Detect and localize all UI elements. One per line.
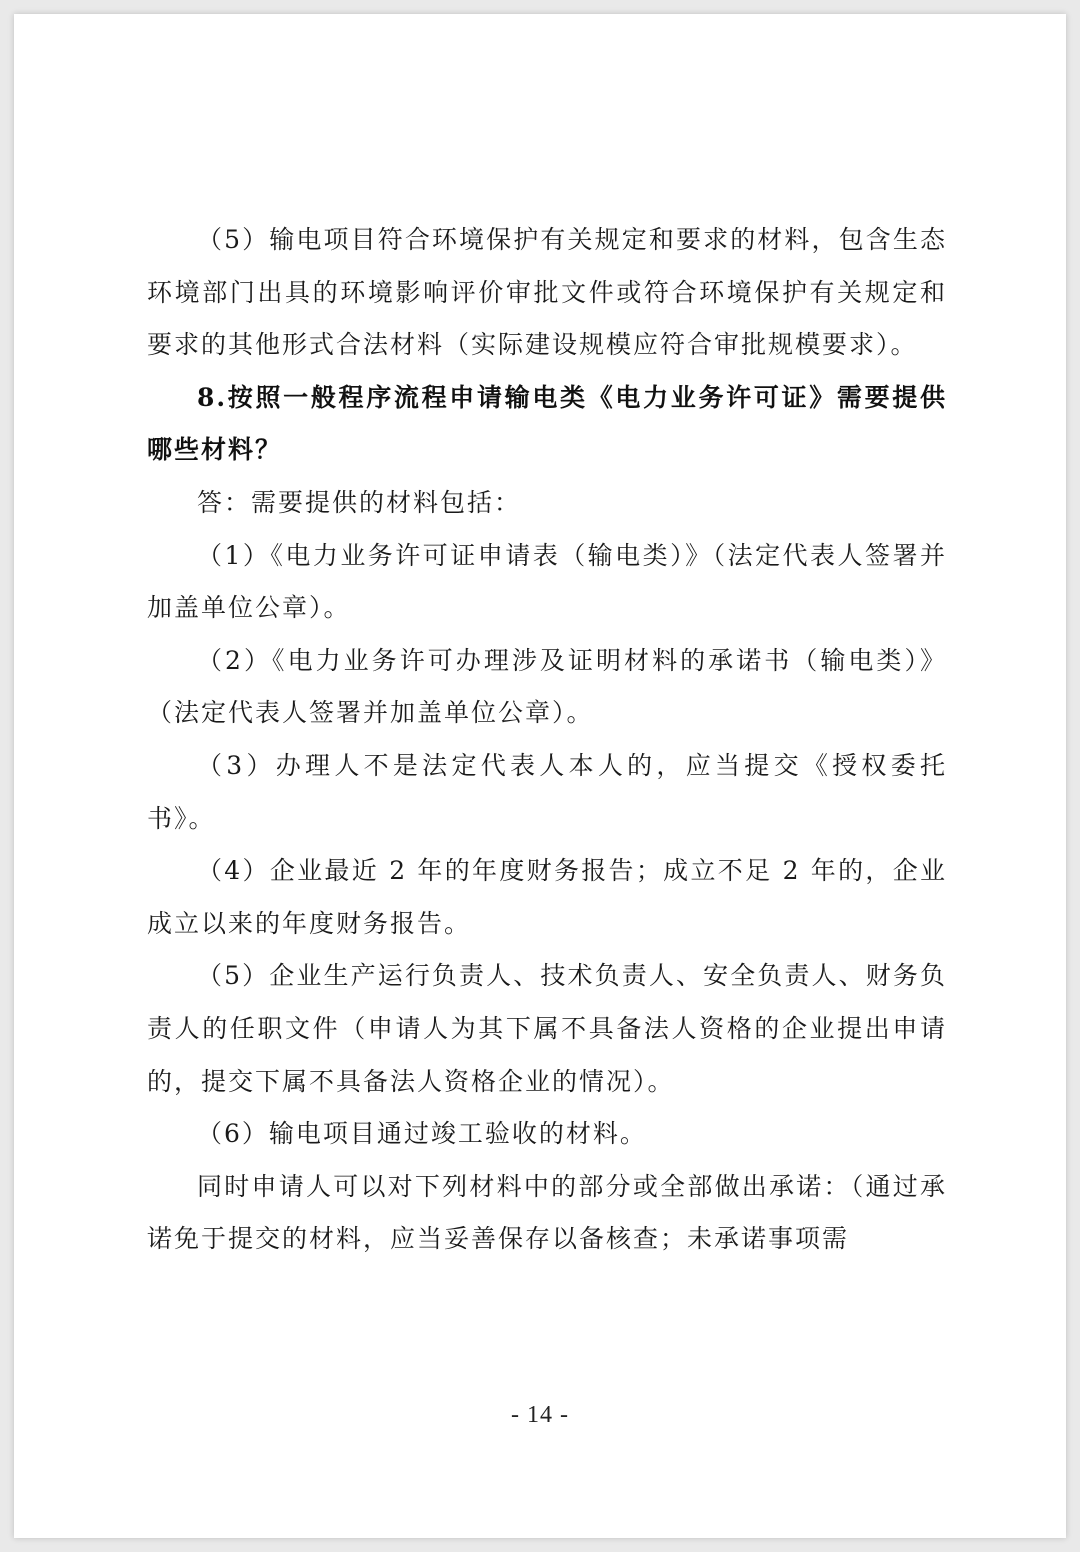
list-item-6: （6）输电项目通过竣工验收的材料。 <box>197 1119 647 1149</box>
list-item-1: （1）《电力业务许可证申请表（输电类）》（法定代表人签署并加盖单位公章）。 <box>147 540 947 623</box>
document-page <box>14 14 1066 1538</box>
paragraph-item-5-environment: （5）输电项目符合环境保护有关规定和要求的材料，包含生态环境部门出具的环境影响评价审批文件或符合环境保护有关规定和要求的其他形式合法材料（实际建设规模应符合审批规模要求）。 <box>147 225 947 360</box>
list-item-5: （5）企业生产运行负责人、技术负责人、安全负责人、财务负责人的任职文件（申请人为其下属不具备法人资格的企业提出申请的，提交下属不具备法人资格企业的情况）。 <box>147 961 947 1096</box>
page-number: - 14 - <box>511 1402 569 1428</box>
question-heading-8: 8.按照一般程序流程申请输电类《电力业务许可证》需要提供哪些材料？ <box>147 382 947 465</box>
list-item-4: （4）企业最近 2 年的年度财务报告；成立不足 2 年的，企业成立以来的年度财务报告。 <box>147 856 947 938</box>
page-body <box>147 214 947 1266</box>
list-item-3: （3）办理人不是法定代表人本人的，应当提交《授权委托书》。 <box>147 750 947 833</box>
list-item-2: （2）《电力业务许可办理涉及证明材料的承诺书（输电类）》（法定代表人签署并加盖单位公章）。 <box>147 645 947 728</box>
commitment-paragraph: 同时申请人可以对下列材料中的部分或全部做出承诺：（通过承诺免于提交的材料，应当妥善保存以备核查；未承诺事项需 <box>147 1171 947 1254</box>
answer-intro: 答：需要提供的材料包括： <box>197 487 522 517</box>
